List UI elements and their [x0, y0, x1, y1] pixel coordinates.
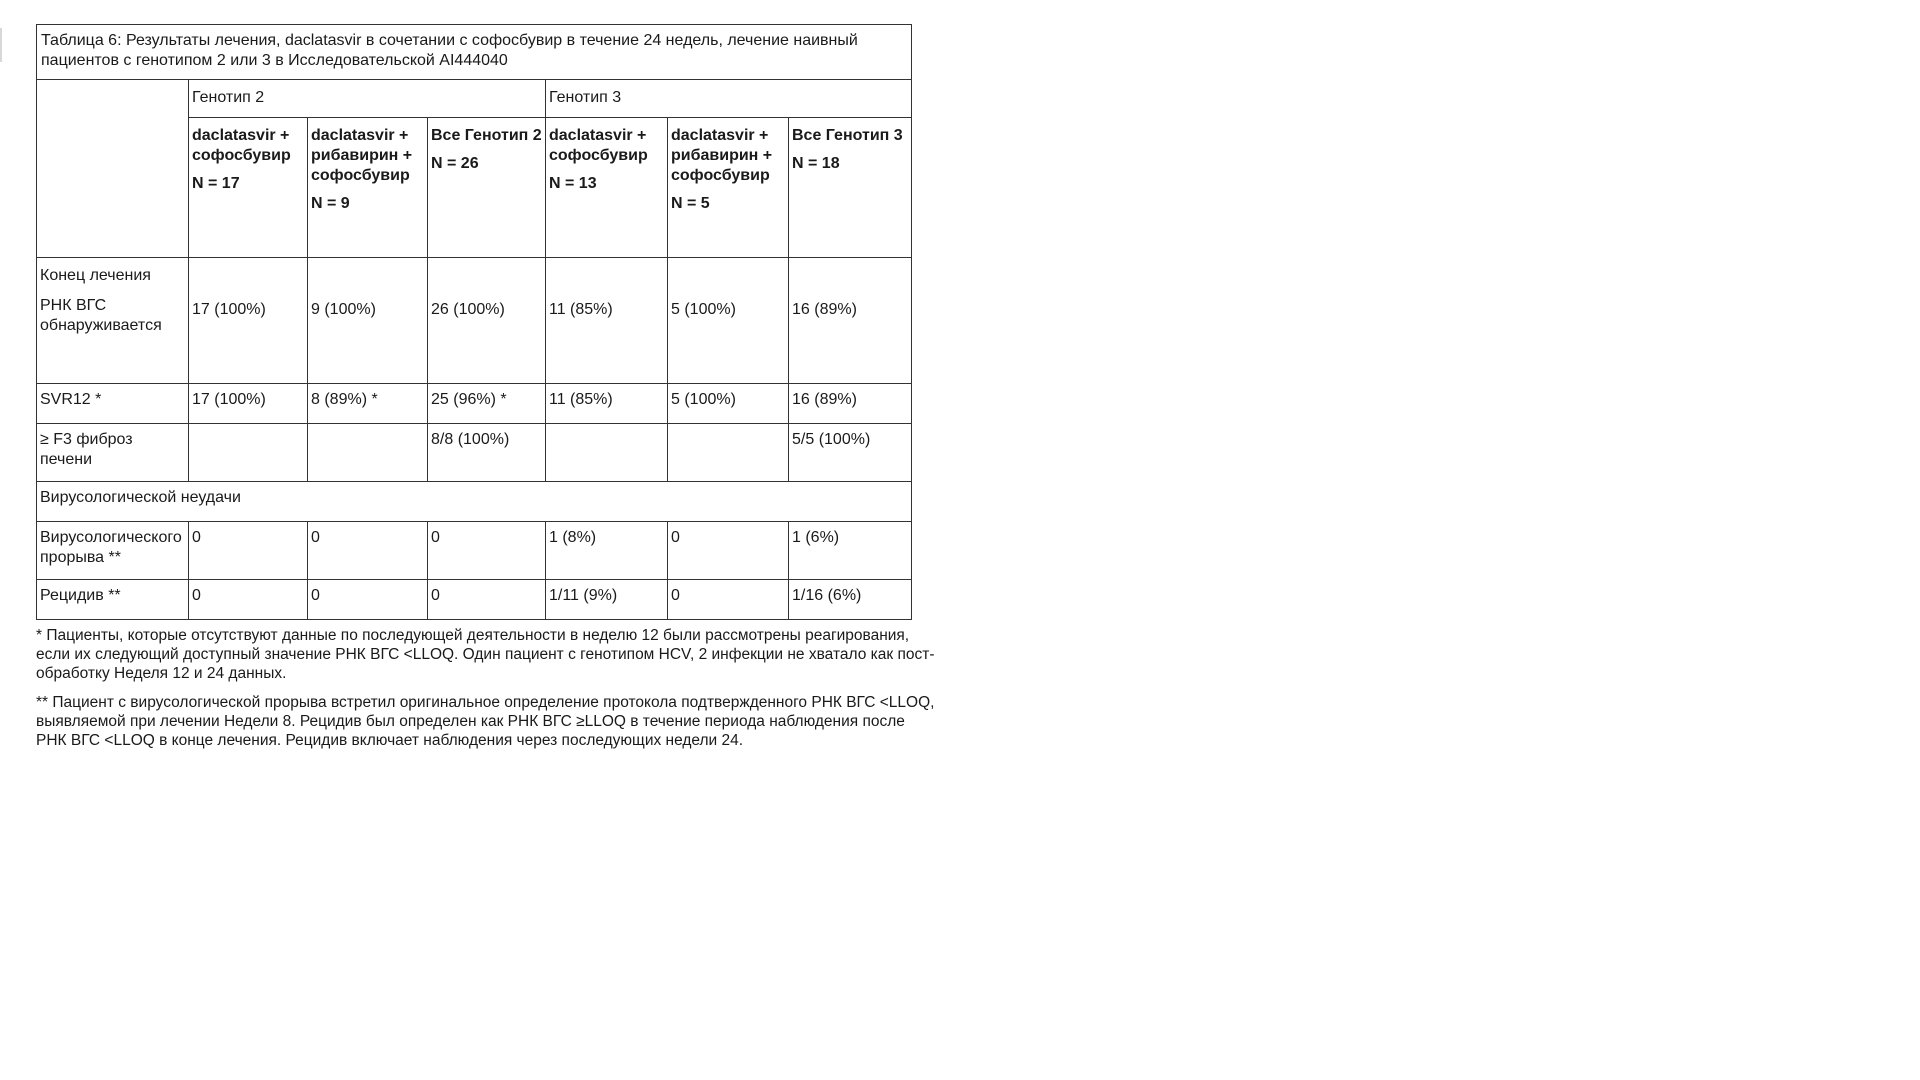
document-body: [36, 24, 936, 760]
table-cell: 9 (100%): [308, 258, 428, 384]
genotype-group-row: [37, 80, 912, 118]
row-label: ≥ F3 фиброз печени: [37, 424, 189, 482]
table-cell: 1 (8%): [546, 522, 668, 580]
table-row-end-of-treatment: [37, 258, 912, 384]
row-label: Вирусологического прорыва **: [37, 522, 189, 580]
table-row-svr12: [37, 384, 912, 424]
arm-name: Все Генотип 2: [431, 127, 542, 144]
table-cell: 0: [189, 522, 308, 580]
table-cell: [189, 424, 308, 482]
table-cell: 0: [308, 580, 428, 620]
table-row-fibrosis: [37, 424, 912, 482]
table-cell: [668, 424, 789, 482]
table-cell: 11 (85%): [546, 258, 668, 384]
arm-count: N = 17: [192, 175, 240, 192]
table-cell: 5/5 (100%): [789, 424, 912, 482]
arm-name: daclatasvir + рибавирин + софосбувир: [311, 127, 413, 184]
section-header: Вирусологической неудачи: [37, 482, 912, 522]
table-row-breakthrough: [37, 522, 912, 580]
table-cell: 1 (6%): [789, 522, 912, 580]
left-edge-marker: [0, 28, 2, 62]
arm-name: daclatasvir + рибавирин + софосбувир: [671, 127, 773, 184]
row-label: SVR12 *: [37, 384, 189, 424]
table-cell: [308, 424, 428, 482]
genotype3-header: Генотип 3: [546, 80, 912, 118]
arm-header: [789, 118, 912, 258]
table-cell: 5 (100%): [668, 384, 789, 424]
table-cell: 5 (100%): [668, 258, 789, 384]
arm-name: daclatasvir + софосбувир: [549, 127, 648, 164]
row-label: [37, 258, 189, 384]
table-caption-row: [37, 25, 912, 80]
footnote-2: ** Пациент с вирусологической прорыва встретил оригинальное определение протокола подтвержденного РНК ВГС <LLOQ, выявляемой при лечении Недели 8. Рецидив был определен как РНК ВГС ≥LLOQ в течение периода наблюдения после РНК ВГС <LLOQ в конце лечения. Рецидив включает наблюдения через последующих недели 24.: [36, 694, 935, 749]
table-cell: 0: [428, 522, 546, 580]
table-cell: 17 (100%): [189, 384, 308, 424]
arm-name: daclatasvir + софосбувир: [192, 127, 291, 164]
arm-count: N = 18: [792, 155, 840, 172]
row-label-bottom: РНК ВГС обнаруживается: [40, 297, 162, 334]
arm-header: [189, 118, 308, 258]
table-caption: [37, 25, 912, 80]
arm-header: [428, 118, 546, 258]
table-cell: 0: [668, 522, 789, 580]
table-row-relapse: [37, 580, 912, 620]
footnote-1: * Пациенты, которые отсутствуют данные по последующей деятельности в неделю 12 были рассмотрены реагирования, если их следующий доступный значение РНК ВГС <LLOQ. Один пациент с генотипом HCV, 2 инфекции не хватало как пост-обработку Неделя 12 и 24 данных.: [36, 627, 935, 682]
arm-count: N = 5: [671, 195, 710, 212]
arm-header: [308, 118, 428, 258]
genotype2-header: Генотип 2: [189, 80, 546, 118]
table-cell: 0: [428, 580, 546, 620]
table-caption-text: Таблица 6: Результаты лечения, daclatasvir в сочетании с софосбувир в течение 24 недель, лечение наивный пациентов с генотипом 2 или 3 в Исследовательской AI444040: [41, 32, 858, 69]
table-row-virologic-failure: [37, 482, 912, 522]
table-cell: 16 (89%): [789, 384, 912, 424]
table-cell: 11 (85%): [546, 384, 668, 424]
arm-count: N = 26: [431, 155, 479, 172]
table-cell: 25 (96%) *: [428, 384, 546, 424]
table-cell: 0: [308, 522, 428, 580]
row-label: Рецидив **: [37, 580, 189, 620]
table-cell: 26 (100%): [428, 258, 546, 384]
footnotes: [36, 626, 936, 750]
results-table: [36, 24, 912, 620]
arm-header: [546, 118, 668, 258]
table-cell: 0: [189, 580, 308, 620]
table-cell: 1/11 (9%): [546, 580, 668, 620]
table-cell: 16 (89%): [789, 258, 912, 384]
table-cell: [546, 424, 668, 482]
empty-corner-cell: [37, 80, 189, 258]
arm-count: N = 13: [549, 175, 597, 192]
table-cell: 8/8 (100%): [428, 424, 546, 482]
arm-count: N = 9: [311, 195, 350, 212]
arm-name: Все Генотип 3: [792, 127, 903, 144]
row-label-top: Конец лечения: [40, 267, 151, 284]
table-cell: 17 (100%): [189, 258, 308, 384]
table-cell: 8 (89%) *: [308, 384, 428, 424]
arm-header: [668, 118, 789, 258]
table-cell: 0: [668, 580, 789, 620]
table-cell: 1/16 (6%): [789, 580, 912, 620]
